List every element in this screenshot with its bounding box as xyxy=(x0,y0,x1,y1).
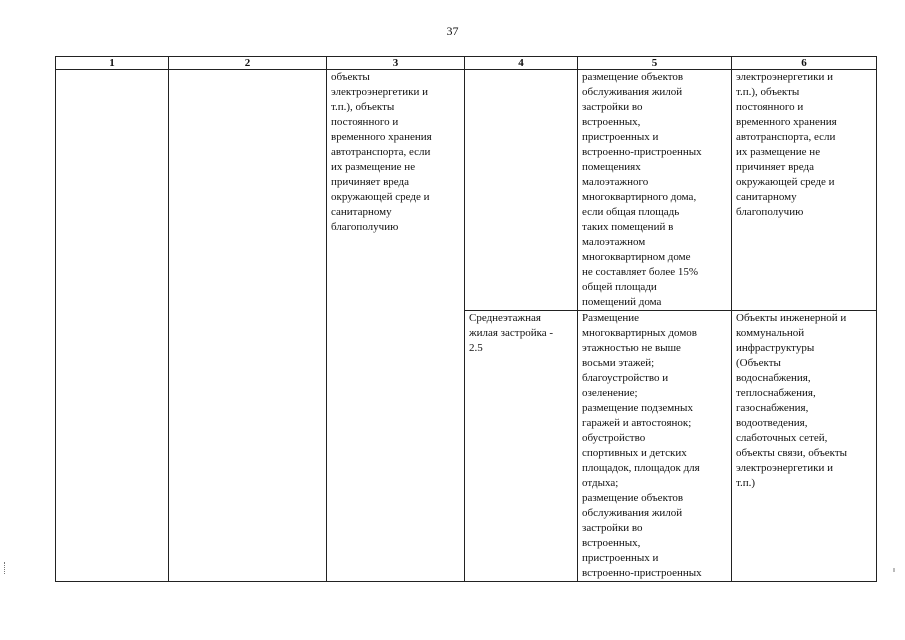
cell-text-line: окружающей среде и xyxy=(331,191,430,203)
cell-text-line: санитарному xyxy=(331,206,392,218)
cell-r1-c1 xyxy=(56,70,169,582)
cell-text-line: причиняет вреда xyxy=(331,176,409,188)
cell-text-line: Объекты инженерной и xyxy=(736,312,847,324)
page-number: 37 xyxy=(446,24,459,38)
cell-text-line: гаражей и автостоянок; xyxy=(582,417,692,429)
cell-text-line: Среднеэтажная xyxy=(469,312,541,324)
cell-text-line: санитарному xyxy=(736,191,797,203)
column-header-1: 1 xyxy=(56,57,169,70)
cell-r1-c6 xyxy=(732,70,877,311)
column-header-4: 4 xyxy=(465,57,578,70)
cell-text-line: малоэтажном xyxy=(582,236,646,248)
cell-text-line: объекты xyxy=(331,71,370,83)
cell-text-line: слаботочных сетей, xyxy=(736,432,828,444)
cell-text-line: газоснабжения, xyxy=(736,402,809,414)
cell-r2-c6 xyxy=(732,311,877,582)
cell-text-line: 2.5 xyxy=(469,342,483,354)
cell-text-line: водоотведения, xyxy=(736,417,808,429)
cell-text-line: обслуживания жилой xyxy=(582,86,683,98)
cell-text-line: общей площади xyxy=(582,281,657,293)
cell-text-line: окружающей среде и xyxy=(736,176,835,188)
cell-text-line: озеленение; xyxy=(582,387,638,399)
cell-text-line: инфраструктуры xyxy=(736,342,815,354)
cell-text-line: отдыха; xyxy=(582,477,619,489)
column-header-6: 6 xyxy=(732,57,877,70)
cell-text-line: жилая застройка - xyxy=(469,327,554,339)
cell-text-line: многоквартирных домов xyxy=(582,327,697,339)
cell-text-line: их размещение не xyxy=(331,161,416,173)
cell-text-line: Размещение xyxy=(582,312,640,324)
cell-text-line: пристроенных и xyxy=(582,552,659,564)
cell-text-line: спортивных и детских xyxy=(582,447,687,459)
cell-text-line: водоснабжения, xyxy=(736,372,811,384)
cell-text-line: застройки во xyxy=(582,522,643,534)
cell-text-line: обслуживания жилой xyxy=(582,507,683,519)
cell-text-line: коммунальной xyxy=(736,327,805,339)
cell-r1-c3 xyxy=(327,70,465,582)
cell-text-line: восьми этажей; xyxy=(582,357,655,369)
cell-text-line: застройки во xyxy=(582,101,643,113)
cell-r1-c4 xyxy=(465,70,578,311)
cell-r2-c5 xyxy=(578,311,732,582)
cell-text-line: причиняет вреда xyxy=(736,161,814,173)
cell-text-line: обустройство xyxy=(582,432,646,444)
cell-text-line: встроенно-пристроенных xyxy=(582,567,702,579)
cell-text-line: размещение объектов xyxy=(582,492,684,504)
cell-text-line: этажностью не выше xyxy=(582,342,681,354)
cell-text-line: временного хранения xyxy=(331,131,432,143)
cell-text-line: электроэнергетики и xyxy=(736,462,833,474)
cell-text-line: встроенных, xyxy=(582,537,641,549)
cell-text-line: благополучию xyxy=(736,206,804,218)
cell-text-line: теплоснабжения, xyxy=(736,387,816,399)
cell-r2-c4 xyxy=(465,311,578,582)
cell-text-line: встроенных, xyxy=(582,116,641,128)
cell-text-line: их размещение не xyxy=(736,146,821,158)
column-header-5: 5 xyxy=(578,57,732,70)
cell-text-line: автотранспорта, если xyxy=(736,131,836,143)
cell-text-line: встроенно-пристроенных xyxy=(582,146,702,158)
cell-text-line: т.п.) xyxy=(736,477,756,489)
cell-text-line: постоянного и xyxy=(736,101,804,113)
cell-text-line: таких помещений в xyxy=(582,221,674,233)
cell-text-line: пристроенных и xyxy=(582,131,659,143)
column-header-3: 3 xyxy=(327,57,465,70)
cell-text-line: т.п.), объекты xyxy=(331,101,395,113)
cell-text-line: размещение подземных xyxy=(582,402,693,414)
cell-text-line: помещений дома xyxy=(582,296,662,308)
cell-text-line: площадок, площадок для xyxy=(582,462,700,474)
cell-text-line: благоустройство и xyxy=(582,372,669,384)
cell-text-line: (Объекты xyxy=(736,357,781,369)
column-header-2: 2 xyxy=(169,57,327,70)
left-margin-mark xyxy=(4,562,8,574)
table-row xyxy=(56,70,877,311)
cell-r1-c5 xyxy=(578,70,732,311)
cell-text-line: малоэтажного xyxy=(582,176,649,188)
right-margin-mark xyxy=(893,568,895,572)
cell-text-line: временного хранения xyxy=(736,116,837,128)
cell-r1-c2 xyxy=(169,70,327,582)
cell-text-line: многоквартирного дома, xyxy=(582,191,697,203)
cell-text-line: не составляет более 15% xyxy=(582,266,699,278)
cell-text-line: электроэнергетики и xyxy=(331,86,428,98)
cell-text-line: автотранспорта, если xyxy=(331,146,431,158)
document-table xyxy=(55,56,877,582)
header-row xyxy=(56,57,877,70)
cell-text-line: если общая площадь xyxy=(582,206,680,218)
cell-text-line: электроэнергетики и xyxy=(736,71,833,83)
cell-text-line: постоянного и xyxy=(331,116,399,128)
cell-text-line: благополучию xyxy=(331,221,399,233)
cell-text-line: помещениях xyxy=(582,161,641,173)
cell-text-line: объекты связи, объекты xyxy=(736,447,848,459)
cell-text-line: размещение объектов xyxy=(582,71,684,83)
cell-text-line: многоквартирном доме xyxy=(582,251,691,263)
cell-text-line: т.п.), объекты xyxy=(736,86,800,98)
